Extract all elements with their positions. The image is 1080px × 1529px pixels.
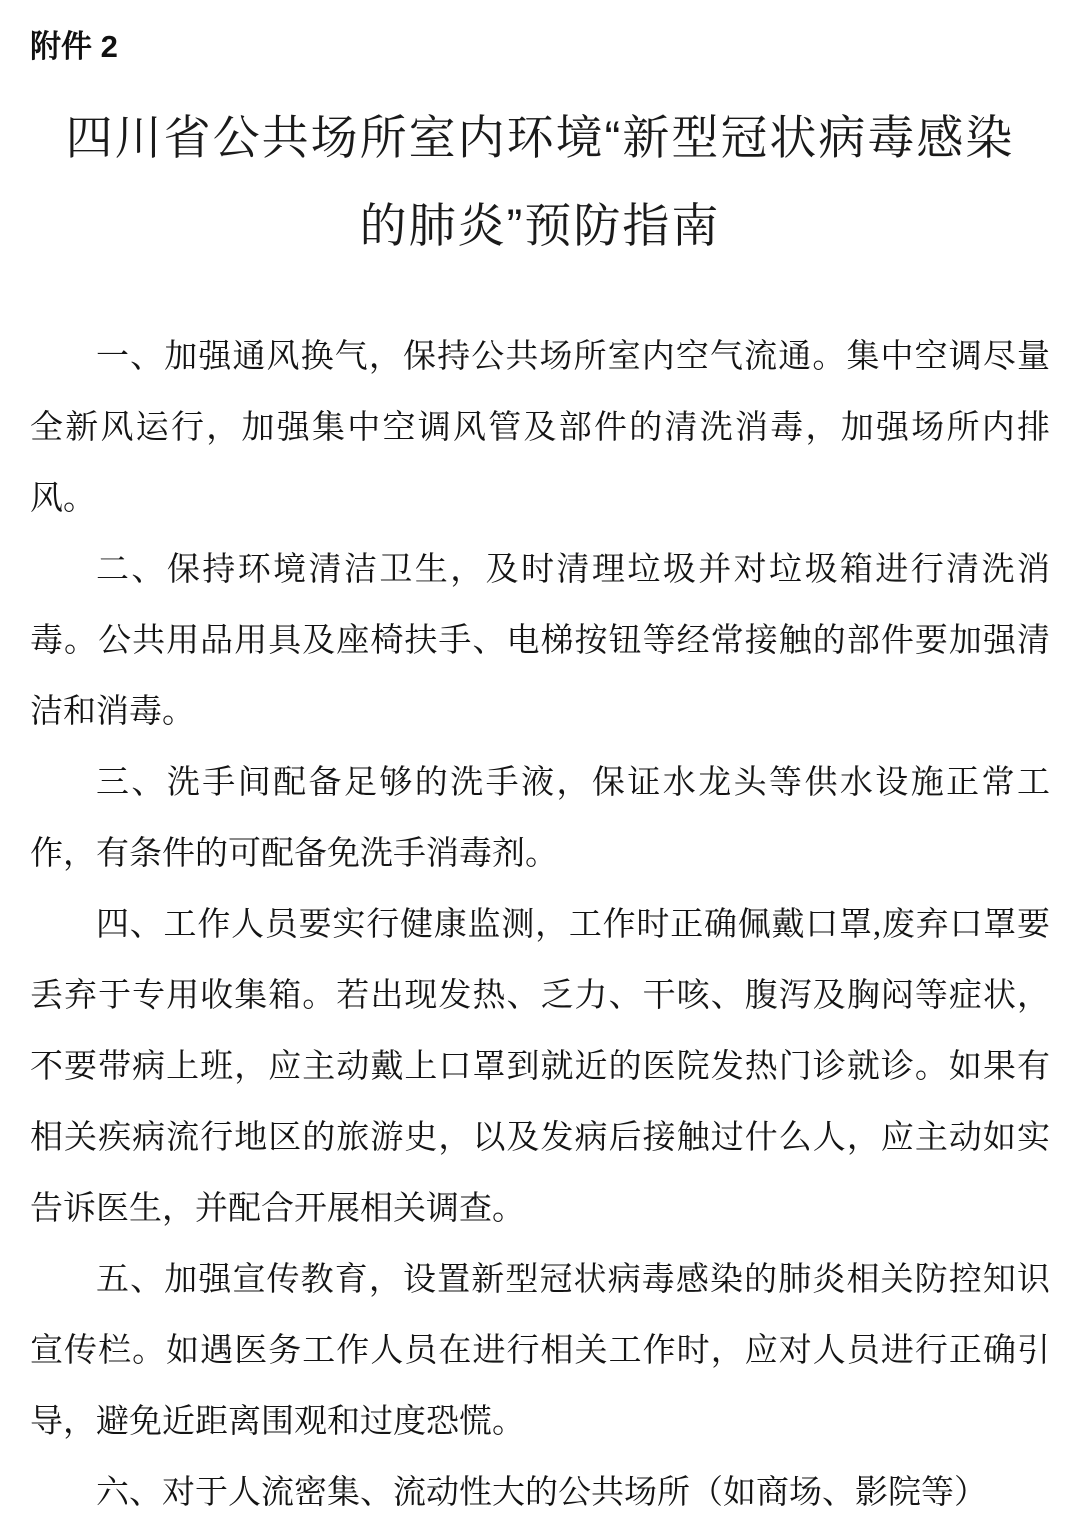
document-title-line-2: 的肺炎”预防指南 (359, 199, 721, 252)
paragraph-1-ventilation: 一、加强通风换气，保持公共场所室内空气流通。集中空调尽量全新风运行，加强集中空调风管及部件的清洗消毒，加强场所内排风。 (30, 339, 1050, 517)
document-title (30, 94, 1050, 270)
paragraph-5-publicity: 五、加强宣传教育，设置新型冠状病毒感染的肺炎相关防控知识宣传栏。如遇医务工作人员在进行相关工作时，应对人员进行正确引导，避免近距离围观和过度恐慌。 (30, 1262, 1050, 1440)
document-body (30, 322, 1050, 1529)
document-title-line-1: 四川省公共场所室内环境“新型冠状病毒感染 (65, 111, 1015, 164)
paragraph-4-staff-health: 四、工作人员要实行健康监测，工作时正确佩戴口罩,废弃口罩要丢弃于专用收集箱。若出现发热、乏力、干咳、腹泻及胸闷等症状，不要带病上班，应主动戴上口罩到就近的医院发热门诊就诊。如果有相关疾病流行地区的旅游史，以及发病后接触过什么人，应主动如实告诉医生，并配合开展相关调查。 (30, 907, 1050, 1227)
attachment-label: 附件 2 (30, 29, 118, 64)
paragraph-3-handwashing: 三、洗手间配备足够的洗手液，保证水龙头等供水设施正常工作，有条件的可配备免洗手消毒剂。 (30, 765, 1050, 872)
paragraph-6-crowded-places: 六、对于人流密集、流动性大的公共场所（如商场、影院等） (96, 1475, 987, 1511)
paragraph-2-cleaning: 二、保持环境清洁卫生，及时清理垃圾并对垃圾箱进行清洗消毒。公共用品用具及座椅扶手、电梯按钮等经常接触的部件要加强清洁和消毒。 (30, 552, 1050, 730)
